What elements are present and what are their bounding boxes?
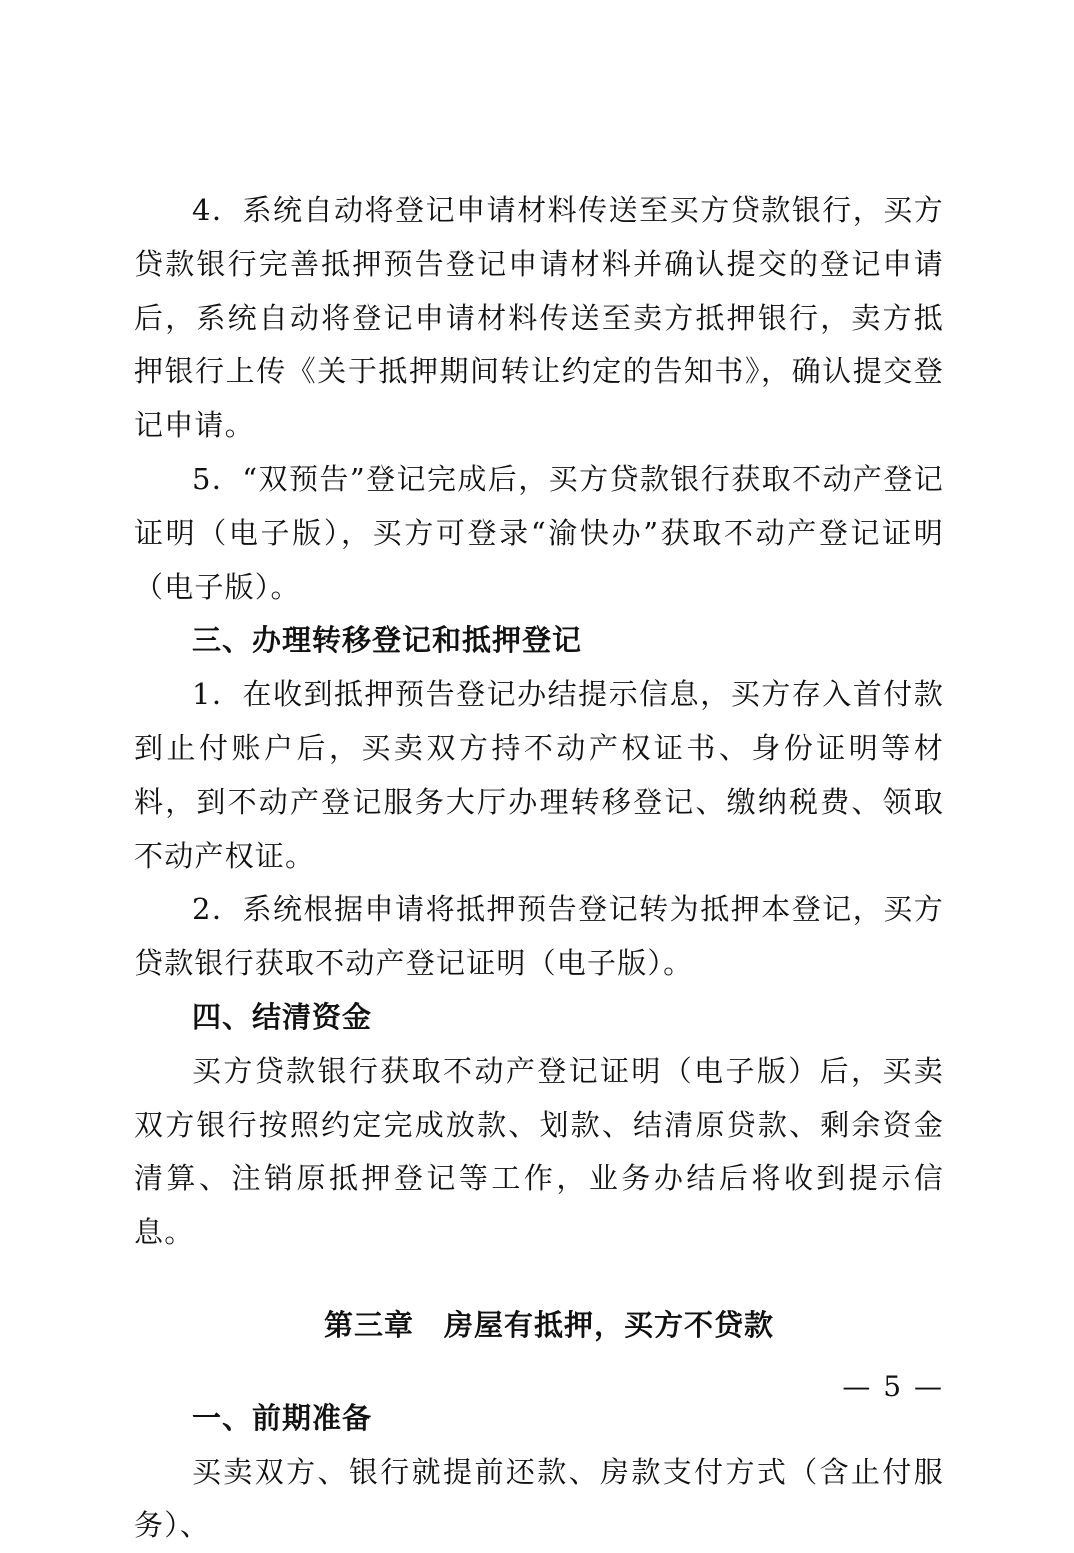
paragraph-step-4: 4．系统自动将登记申请材料传送至买方贷款银行，买方贷款银行完善抵押预告登记申请材料并确认提交的登记申请后，系统自动将登记申请材料传送至卖方抵押银行，卖方抵押银行上传《关于抵押期间转让约定的告知书》，确认提交登记申请。: [134, 193, 944, 443]
section-three-heading: 三、办理转移登记和抵押登记: [192, 623, 583, 658]
section-four-heading: 四、结清资金: [192, 999, 373, 1034]
section-three-paragraph-1: 1．在收到抵押预告登记办结提示信息，买方存入首付款到止付账户后，买卖双方持不动产权证书、身份证明等材料，到不动产登记服务大厅办理转移登记、缴纳税费、领取不动产权证。: [134, 677, 944, 873]
chapter-three-title: 第三章 房屋有抵押，买方不贷款: [323, 1307, 774, 1342]
chapter-three-section-one-heading: 一、前期准备: [192, 1400, 373, 1435]
chapter-three-section-one-paragraph-1: 买卖双方、银行就提前还款、房款支付方式（含止付服务）、: [134, 1454, 944, 1543]
paragraph-step-5: 5．“双预告”登记完成后，买方贷款银行获取不动产登记证明（电子版），买方可登录“渝快办”获取不动产登记证明（电子版）。: [134, 461, 944, 604]
page-number: — 5 —: [842, 1370, 944, 1403]
section-four-paragraph-1: 买方贷款银行获取不动产登记证明（电子版）后，买卖双方银行按照约定完成放款、划款、结清原贷款、剩余资金清算、注销原抵押登记等工作，业务办结后将收到提示信息。: [134, 1053, 944, 1250]
document-body: [134, 184, 944, 1553]
section-three-paragraph-2: 2．系统根据申请将抵押预告登记转为抵押本登记，买方贷款银行获取不动产登记证明（电子版）。: [134, 892, 944, 981]
